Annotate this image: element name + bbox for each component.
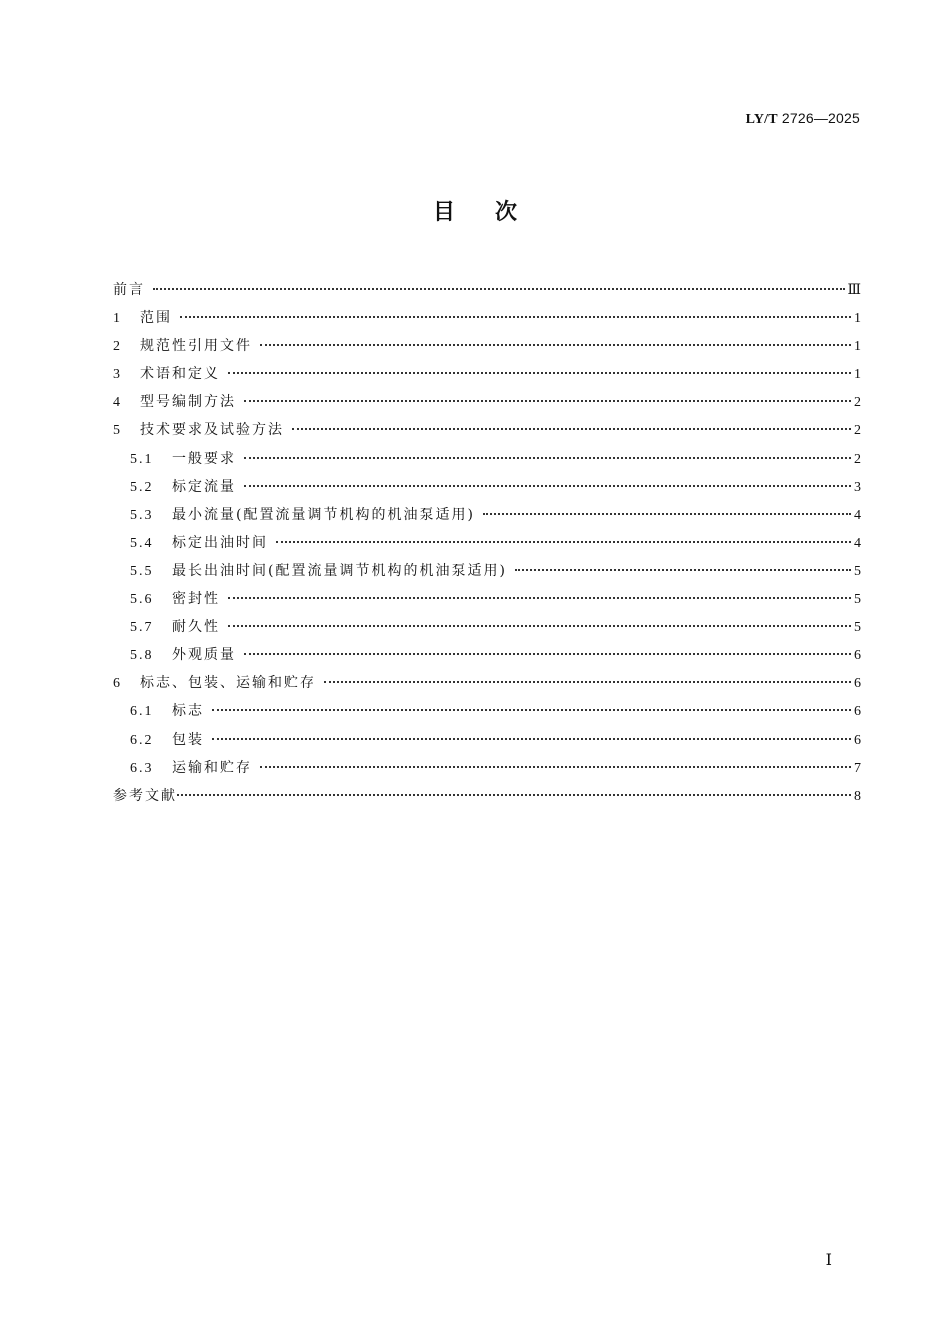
toc-item-2[interactable] [113, 332, 861, 360]
toc-item-6[interactable] [113, 669, 861, 697]
toc-item-5[interactable] [113, 416, 861, 444]
toc-item-5-2[interactable] [113, 473, 861, 501]
dot-leader [483, 513, 851, 515]
toc-item-number: 5.8 [130, 648, 154, 664]
toc-item-page: 5 [854, 563, 861, 579]
toc-item-3[interactable] [113, 360, 861, 388]
dot-leader [212, 709, 851, 711]
toc-item-5-5[interactable] [113, 557, 861, 585]
toc-item-number: 6.2 [130, 732, 154, 748]
dot-leader [180, 316, 851, 318]
toc-item-6-3[interactable] [113, 754, 861, 782]
toc-item-page: 4 [854, 535, 861, 551]
toc-item-number: 5 [113, 423, 122, 439]
standard-prefix: LY/T [745, 112, 778, 127]
toc-item-label: 标志 [172, 703, 204, 720]
toc-item-label: 范围 [140, 310, 172, 327]
toc-item-6-1[interactable] [113, 697, 861, 725]
toc-item-label: 密封性 [172, 591, 220, 608]
dot-leader [244, 485, 851, 487]
table-of-contents [113, 276, 861, 810]
toc-item-bibliography[interactable] [113, 782, 861, 810]
toc-item-page: 5 [854, 620, 861, 636]
toc-item-page: 4 [854, 507, 861, 523]
dot-leader [244, 653, 851, 655]
toc-item-number: 5.6 [130, 592, 154, 608]
toc-item-label: 一般要求 [172, 450, 236, 467]
toc-item-5-6[interactable] [113, 585, 861, 613]
toc-item-page: 2 [854, 395, 861, 411]
toc-item-1[interactable] [113, 304, 861, 332]
dot-leader [244, 457, 851, 459]
dot-leader [228, 597, 851, 599]
toc-item-number: 5.2 [130, 479, 154, 495]
toc-item-page: 6 [854, 648, 861, 664]
toc-item-page: 7 [854, 760, 861, 776]
toc-item-5-8[interactable] [113, 641, 861, 669]
page-title: 目次 [432, 200, 557, 225]
toc-item-number: 6.3 [130, 760, 154, 776]
toc-item-number: 5.7 [130, 620, 154, 636]
toc-item-label: 参考文献 [113, 787, 177, 804]
dot-leader [292, 428, 851, 430]
toc-item-number: 5.5 [130, 563, 154, 579]
toc-item-label: 最小流量(配置流量调节机构的机油泵适用) [172, 506, 475, 523]
toc-item-number: 1 [113, 311, 122, 327]
toc-item-label: 标定出油时间 [172, 534, 268, 551]
toc-item-label: 型号编制方法 [140, 394, 236, 411]
toc-item-label: 外观质量 [172, 647, 236, 664]
toc-item-page: 1 [854, 311, 861, 327]
page-number: Ⅰ [825, 1252, 832, 1269]
toc-item-page: 2 [854, 451, 861, 467]
dot-leader [177, 794, 851, 796]
toc-item-5-1[interactable] [113, 445, 861, 473]
toc-item-number: 6 [113, 676, 122, 692]
dot-leader [260, 344, 851, 346]
toc-item-5-7[interactable] [113, 613, 861, 641]
toc-item-label: 前言 [113, 282, 145, 298]
toc-item-label: 最长出油时间(配置流量调节机构的机油泵适用) [172, 562, 507, 579]
toc-item-page: 6 [854, 732, 861, 748]
toc-item-page: 6 [854, 704, 861, 720]
dot-leader [153, 288, 845, 290]
toc-item-page: 2 [854, 423, 861, 439]
toc-item-6-2[interactable] [113, 726, 861, 754]
toc-item-5-4[interactable] [113, 529, 861, 557]
toc-item-number: 6.1 [130, 704, 154, 720]
toc-item-label: 规范性引用文件 [140, 338, 252, 355]
dot-leader [228, 625, 851, 627]
standard-number: 2726—2025 [781, 110, 860, 126]
toc-item-label: 术语和定义 [140, 366, 220, 383]
toc-item-page: 1 [854, 339, 861, 355]
dot-leader [244, 400, 851, 402]
toc-item-page: 1 [854, 367, 861, 383]
toc-item-number: 5.4 [130, 535, 154, 551]
toc-item-page: 6 [854, 676, 861, 692]
toc-item-label: 标定流量 [172, 478, 236, 495]
toc-item-number: 5.3 [130, 507, 154, 523]
dot-leader [228, 372, 851, 374]
toc-item-label: 标志、包装、运输和贮存 [140, 675, 316, 692]
toc-item-4[interactable] [113, 388, 861, 416]
dot-leader [515, 569, 851, 571]
toc-item-number: 4 [113, 395, 122, 411]
toc-item-5-3[interactable] [113, 501, 861, 529]
toc-item-number: 2 [113, 339, 122, 355]
standard-code [746, 110, 860, 128]
toc-item-label: 包装 [172, 731, 204, 748]
toc-item-label: 运输和贮存 [172, 759, 252, 776]
toc-item-foreword[interactable] [113, 276, 861, 304]
toc-item-page: 8 [854, 788, 861, 804]
dot-leader [276, 541, 851, 543]
dot-leader [260, 766, 851, 768]
dot-leader [324, 681, 851, 683]
toc-item-page: 5 [854, 592, 861, 608]
toc-item-number: 5.1 [130, 451, 154, 467]
dot-leader [212, 738, 851, 740]
toc-item-label: 耐久性 [172, 619, 220, 636]
toc-item-label: 技术要求及试验方法 [140, 422, 284, 439]
toc-item-page: Ⅲ [847, 283, 861, 298]
toc-item-page: 3 [854, 479, 861, 495]
toc-item-number: 3 [113, 367, 122, 383]
